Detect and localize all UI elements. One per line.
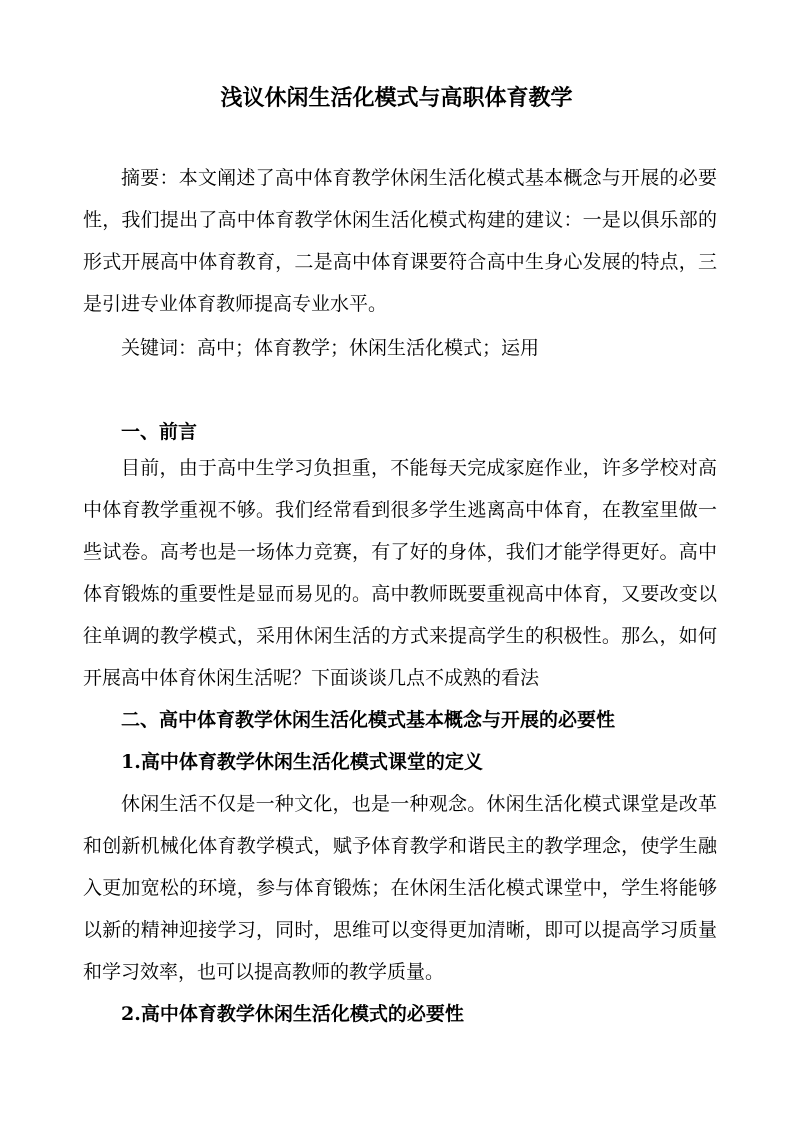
abstract-paragraph: 摘要：本文阐述了高中体育教学休闲生活化模式基本概念与开展的必要性，我们提出了高中体育教学休闲生活化模式构建的建议：一是以俱乐部的形式开展高中体育教育，二是高中体育课要符合高中生身心发展的特点，三是引进专业体育教师提高专业水平。 (83, 167, 717, 315)
keywords-paragraph: 关键词：高中；体育教学；休闲生活化模式；运用 (121, 337, 540, 359)
subsection-heading: 1.高中体育教学休闲生活化模式课堂的定义 (121, 751, 483, 773)
subsection-heading: 2.高中体育教学休闲生活化模式的必要性 (121, 1003, 464, 1025)
body-paragraph: 休闲生活不仅是一种文化，也是一种观念。休闲生活化模式课堂是改革和创新机械化体育教学模式，赋予体育教学和谐民主的教学理念，使学生融入更加宽松的环境，参与体育锻炼；在休闲生活化模式课堂中，学生将能够以新的精神迎接学习，同时，思维可以变得更加清晰，即可以提高学习质量和学习效率，也可以提高教师的教学质量。 (83, 793, 717, 983)
section-concept (83, 699, 717, 1035)
section-heading: 一、前言 (121, 421, 198, 443)
document-title: 浅议休闲生活化模式与高职体育教学 (220, 85, 573, 111)
section-heading: 二、高中体育教学休闲生活化模式基本概念与开展的必要性 (121, 709, 616, 731)
abstract-section (83, 157, 717, 369)
section-preface (83, 411, 717, 699)
body-paragraph: 目前，由于高中生学习负担重，不能每天完成家庭作业，许多学校对高中体育教学重视不够。我们经常看到很多学生逃离高中体育，在教室里做一些试卷。高考也是一场体力竞赛，有了好的身体，我们才能学得更好。高中体育锻炼的重要性是显而易见的。高中教师既要重视高中体育，又要改变以往单调的教学模式，采用休闲生活的方式来提高学生的积极性。那么，如何开展高中体育休闲生活呢？下面谈谈几点不成熟的看法 (83, 457, 717, 689)
